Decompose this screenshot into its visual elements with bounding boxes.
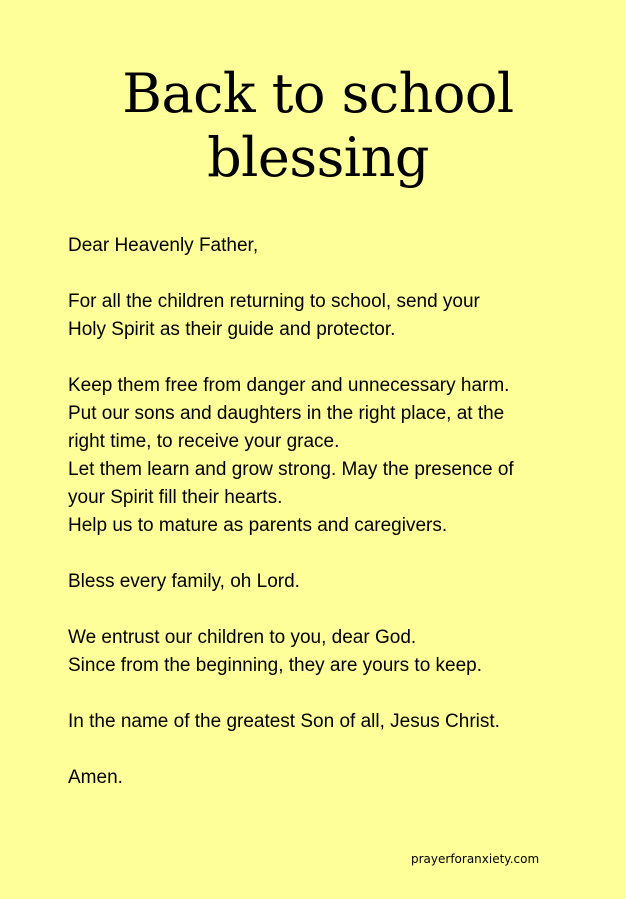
paragraph-gap (68, 344, 618, 372)
prayer-line: Help us to mature as parents and caregivers. (68, 515, 448, 536)
prayer-line: Keep them free from danger and unnecessary harm. (68, 375, 510, 396)
prayer-line: right time, to receive your grace. (68, 431, 340, 452)
prayer-line: We entrust our children to you, dear God. (68, 627, 417, 648)
title-line-2: blessing (207, 126, 429, 189)
prayer-line: Holy Spirit as their guide and protector. (68, 319, 396, 340)
paragraph-gap (68, 540, 618, 568)
closing: Amen. (68, 767, 123, 788)
paragraph-gap (68, 596, 618, 624)
prayer-line: Put our sons and daughters in the right place, at the (68, 403, 505, 424)
prayer-line: Bless every family, oh Lord. (68, 571, 300, 592)
prayer-body (68, 232, 618, 792)
prayer-line: In the name of the greatest Son of all, Jesus Christ. (68, 711, 500, 732)
prayer-line: your Spirit fill their hearts. (68, 487, 283, 508)
paragraph-gap (68, 260, 618, 288)
site-watermark: prayerforanxiety.com (411, 852, 540, 866)
prayer-line: Since from the beginning, they are yours to keep. (68, 655, 483, 676)
paragraph-gap (68, 680, 618, 708)
prayer-line: For all the children returning to school, send your (68, 291, 480, 312)
prayer-line: Let them learn and grow strong. May the presence of (68, 459, 514, 480)
greeting: Dear Heavenly Father, (68, 235, 259, 256)
page-title (0, 62, 626, 190)
title-line-1: Back to school (122, 62, 514, 125)
paragraph-gap (68, 736, 618, 764)
